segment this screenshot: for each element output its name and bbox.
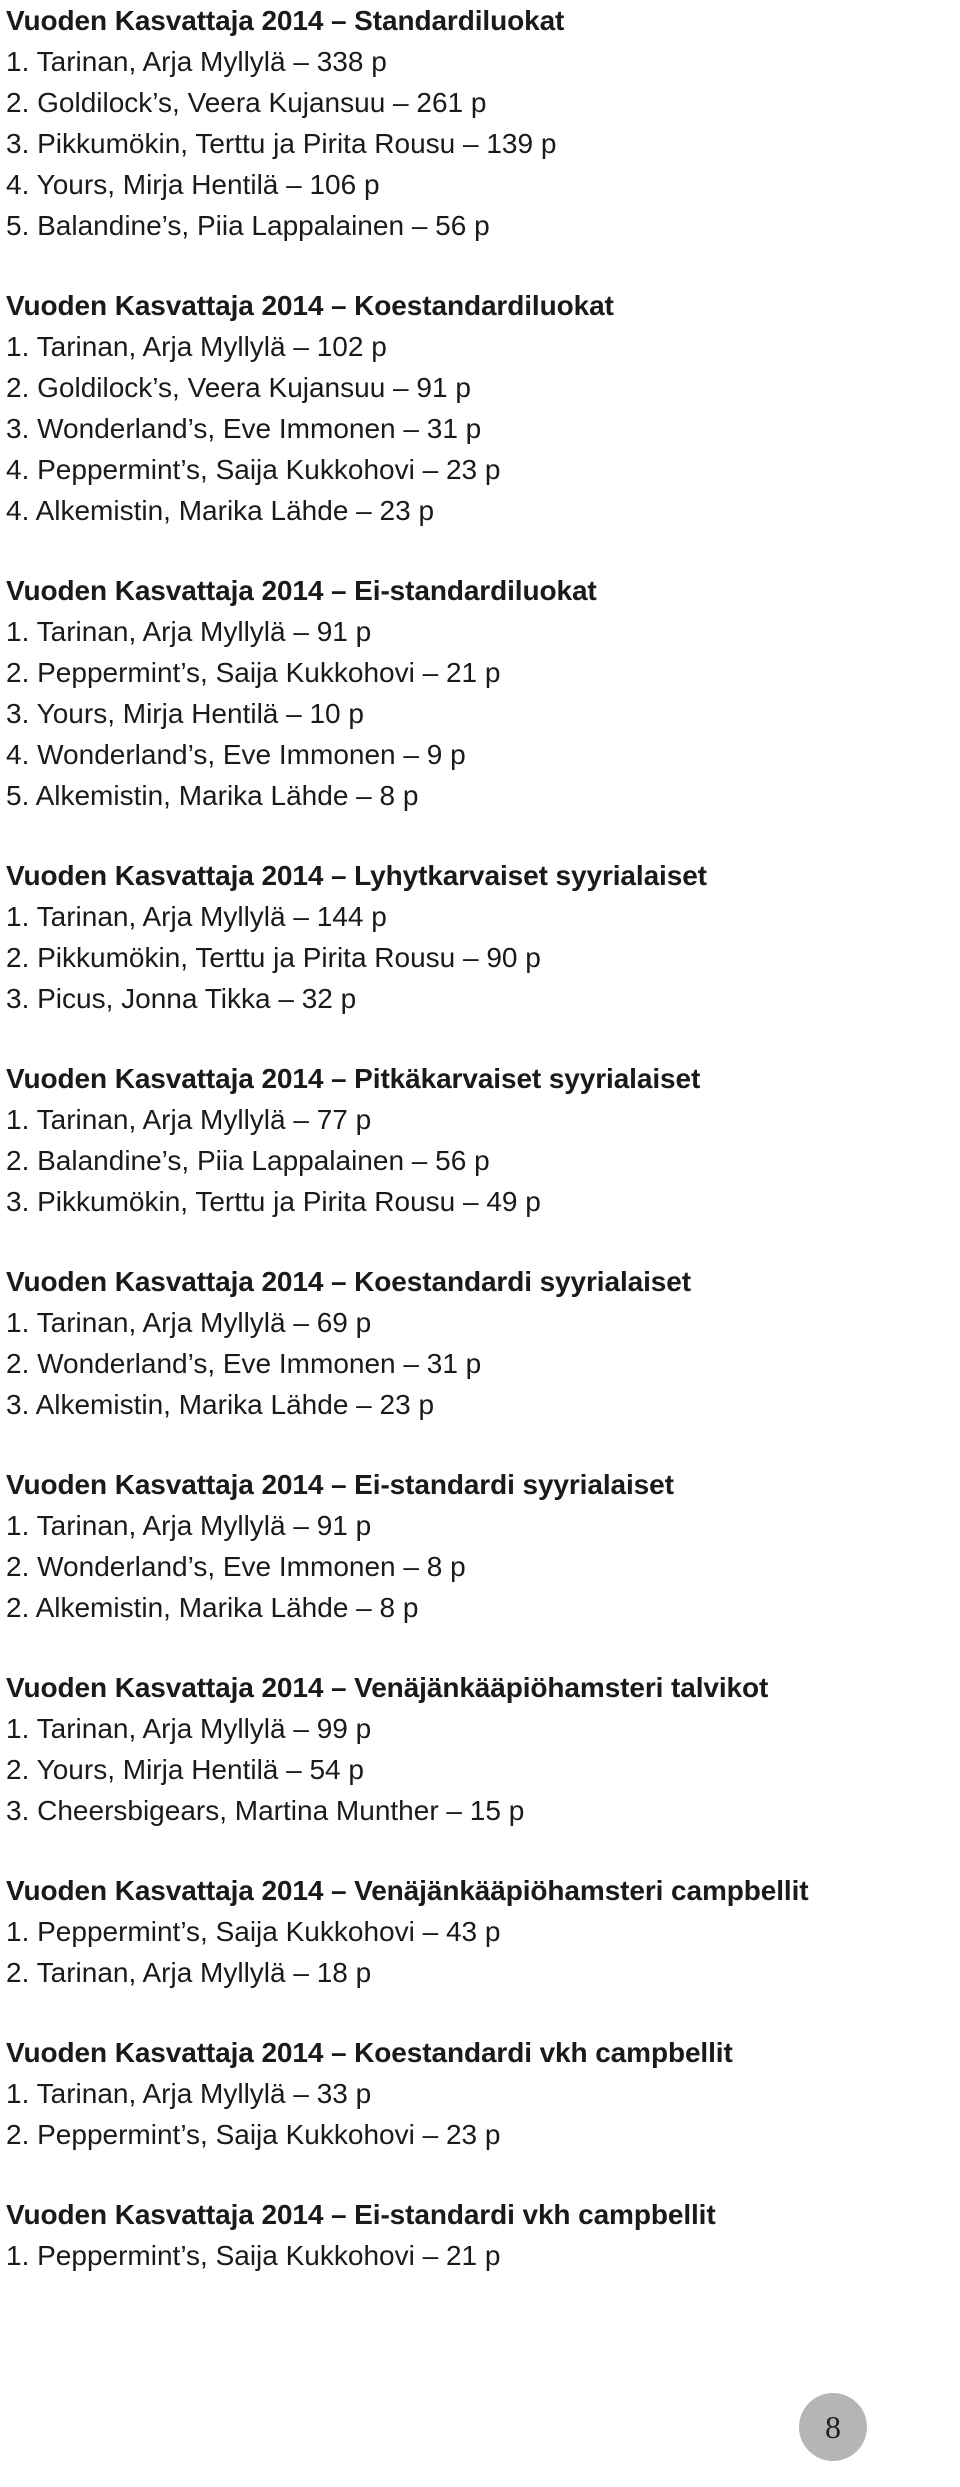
category-section: [6, 1870, 960, 1993]
ranking-entry: 1. Tarinan, Arja Myllylä – 33 p: [6, 2078, 372, 2109]
ranking-entry: 3. Picus, Jonna Tikka – 32 p: [6, 983, 357, 1014]
ranking-entry: 4. Wonderland’s, Eve Immonen – 9 p: [6, 739, 466, 770]
ranking-list: [6, 1302, 960, 1425]
category-section: [6, 0, 960, 246]
ranking-entry: 2. Alkemistin, Marika Lähde – 8 p: [6, 1592, 419, 1623]
ranking-list: [6, 1099, 960, 1222]
ranking-entry: 2. Tarinan, Arja Myllylä – 18 p: [6, 1957, 372, 1988]
category-title: Vuoden Kasvattaja 2014 – Lyhytkarvaiset syyrialaiset: [6, 860, 707, 891]
category-title: Vuoden Kasvattaja 2014 – Ei-standardi vkh campbellit: [6, 2199, 716, 2230]
ranking-list: [6, 2073, 960, 2155]
ranking-list: [6, 41, 960, 246]
results-page: [6, 0, 960, 2276]
ranking-entry: 2. Balandine’s, Piia Lappalainen – 56 p: [6, 1145, 490, 1176]
category-section: [6, 1058, 960, 1222]
category-title: Vuoden Kasvattaja 2014 – Koestandardi vkh campbellit: [6, 2037, 733, 2068]
ranking-entry: 1. Tarinan, Arja Myllylä – 69 p: [6, 1307, 372, 1338]
ranking-list: [6, 896, 960, 1019]
ranking-entry: 1. Tarinan, Arja Myllylä – 144 p: [6, 901, 387, 932]
category-title: Vuoden Kasvattaja 2014 – Venäjänkääpiöhamsteri campbellit: [6, 1875, 809, 1906]
ranking-entry: 1. Tarinan, Arja Myllylä – 77 p: [6, 1104, 372, 1135]
ranking-list: [6, 611, 960, 816]
category-title: Vuoden Kasvattaja 2014 – Pitkäkarvaiset syyrialaiset: [6, 1063, 701, 1094]
ranking-entry: 3. Alkemistin, Marika Lähde – 23 p: [6, 1389, 435, 1420]
category-section: [6, 2194, 960, 2276]
ranking-entry: 1. Peppermint’s, Saija Kukkohovi – 21 p: [6, 2240, 501, 2271]
ranking-list: [6, 1708, 960, 1831]
category-section: [6, 1261, 960, 1425]
category-section: [6, 1667, 960, 1831]
category-title: Vuoden Kasvattaja 2014 – Standardiluokat: [6, 5, 565, 36]
ranking-entry: 1. Tarinan, Arja Myllylä – 338 p: [6, 46, 387, 77]
ranking-entry: 1. Tarinan, Arja Myllylä – 99 p: [6, 1713, 372, 1744]
ranking-entry: 1. Tarinan, Arja Myllylä – 91 p: [6, 616, 372, 647]
ranking-list: [6, 326, 960, 531]
ranking-entry: 3. Yours, Mirja Hentilä – 10 p: [6, 698, 364, 729]
ranking-entry: 1. Tarinan, Arja Myllylä – 102 p: [6, 331, 387, 362]
category-section: [6, 285, 960, 531]
ranking-entry: 3. Pikkumökin, Terttu ja Pirita Rousu – 139 p: [6, 128, 557, 159]
page-number-badge: 8: [799, 2393, 867, 2461]
category-title: Vuoden Kasvattaja 2014 – Koestandardiluokat: [6, 290, 614, 321]
category-title: Vuoden Kasvattaja 2014 – Ei-standardi syyrialaiset: [6, 1469, 674, 1500]
results-list: [6, 0, 960, 2276]
category-title: Vuoden Kasvattaja 2014 – Ei-standardiluokat: [6, 575, 597, 606]
ranking-entry: 3. Pikkumökin, Terttu ja Pirita Rousu – 49 p: [6, 1186, 541, 1217]
ranking-entry: 3. Cheersbigears, Martina Munther – 15 p: [6, 1795, 525, 1826]
ranking-list: [6, 1911, 960, 1993]
ranking-list: [6, 1505, 960, 1628]
category-section: [6, 855, 960, 1019]
ranking-entry: 4. Peppermint’s, Saija Kukkohovi – 23 p: [6, 454, 501, 485]
ranking-entry: 4. Alkemistin, Marika Lähde – 23 p: [6, 495, 435, 526]
ranking-entry: 2. Goldilock’s, Veera Kujansuu – 261 p: [6, 87, 487, 118]
ranking-entry: 1. Peppermint’s, Saija Kukkohovi – 43 p: [6, 1916, 501, 1947]
ranking-entry: 5. Alkemistin, Marika Lähde – 8 p: [6, 780, 419, 811]
category-section: [6, 1464, 960, 1628]
category-section: [6, 570, 960, 816]
ranking-list: [6, 2235, 960, 2276]
category-title: Vuoden Kasvattaja 2014 – Koestandardi syyrialaiset: [6, 1266, 691, 1297]
ranking-entry: 1. Tarinan, Arja Myllylä – 91 p: [6, 1510, 372, 1541]
ranking-entry: 2. Peppermint’s, Saija Kukkohovi – 21 p: [6, 657, 501, 688]
ranking-entry: 2. Wonderland’s, Eve Immonen – 8 p: [6, 1551, 466, 1582]
category-title: Vuoden Kasvattaja 2014 – Venäjänkääpiöhamsteri talvikot: [6, 1672, 769, 1703]
ranking-entry: 2. Peppermint’s, Saija Kukkohovi – 23 p: [6, 2119, 501, 2150]
ranking-entry: 2. Wonderland’s, Eve Immonen – 31 p: [6, 1348, 482, 1379]
ranking-entry: 2. Pikkumökin, Terttu ja Pirita Rousu – 90 p: [6, 942, 541, 973]
ranking-entry: 5. Balandine’s, Piia Lappalainen – 56 p: [6, 210, 490, 241]
ranking-entry: 4. Yours, Mirja Hentilä – 106 p: [6, 169, 380, 200]
ranking-entry: 3. Wonderland’s, Eve Immonen – 31 p: [6, 413, 482, 444]
category-section: [6, 2032, 960, 2155]
ranking-entry: 2. Yours, Mirja Hentilä – 54 p: [6, 1754, 364, 1785]
ranking-entry: 2. Goldilock’s, Veera Kujansuu – 91 p: [6, 372, 471, 403]
